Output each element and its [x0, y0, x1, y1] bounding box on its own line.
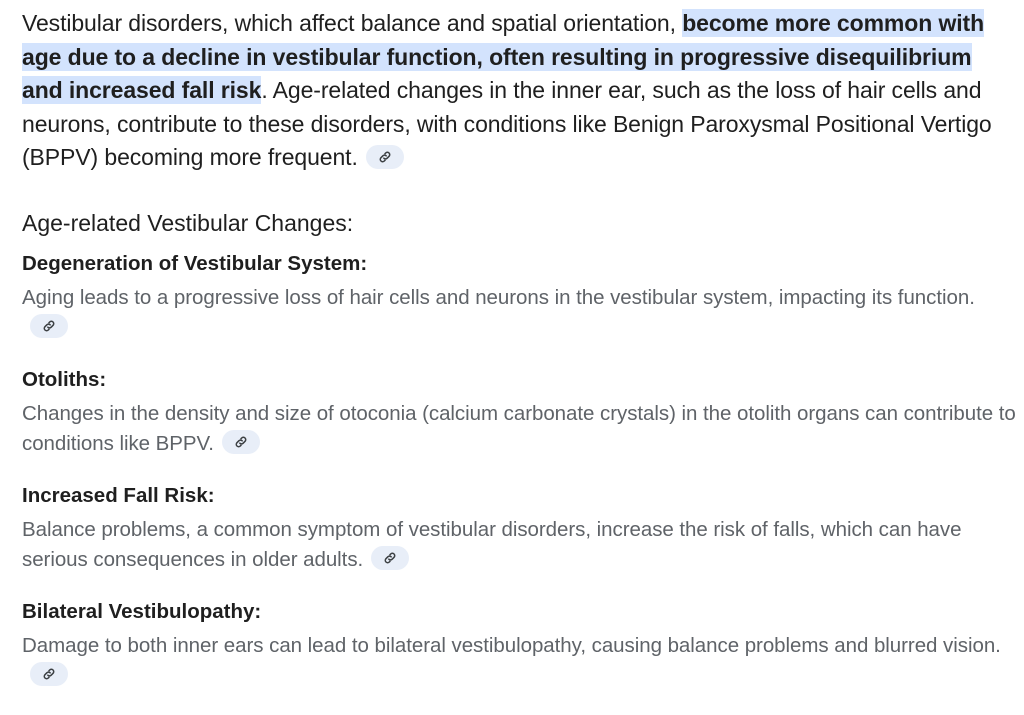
source-link-chip[interactable] [371, 546, 409, 570]
item-body [22, 631, 1016, 691]
list-item [22, 365, 1016, 459]
link-icon [383, 551, 397, 565]
source-link-chip[interactable] [30, 314, 68, 338]
link-icon [42, 667, 56, 681]
link-icon [42, 319, 56, 333]
item-body [22, 399, 1016, 459]
link-icon [234, 435, 248, 449]
list-item [22, 481, 1016, 575]
item-title: Otoliths: [22, 367, 107, 391]
item-body-text: Balance problems, a common symptom of vestibular disorders, increase the risk of falls, which can have serious consequences in older adults. [22, 517, 962, 571]
source-link-chip[interactable] [30, 662, 68, 686]
link-icon [378, 150, 392, 164]
item-title: Degeneration of Vestibular System: [22, 251, 368, 275]
item-body-text: Changes in the density and size of otoconia (calcium carbonate crystals) in the otolith organs can contribute to conditions like BPPV. [22, 401, 1016, 455]
source-link-chip[interactable] [366, 145, 404, 169]
intro-text-start: Vestibular disorders, which affect balance and spatial orientation, [22, 10, 683, 36]
list-item [22, 249, 1016, 343]
section-heading: Age-related Vestibular Changes: [22, 209, 354, 236]
list-item [22, 597, 1016, 691]
item-title: Increased Fall Risk: [22, 483, 215, 507]
response-content [22, 7, 1016, 691]
item-body [22, 515, 1016, 575]
item-body-text: Aging leads to a progressive loss of hair cells and neurons in the vestibular system, impacting its function. [22, 285, 975, 309]
item-body [22, 283, 1016, 343]
intro-paragraph [22, 7, 1016, 175]
intro-text-end: . Age-related changes in the inner ear, such as the loss of hair cells and neurons, contribute to these disorders, with conditions like Benign Paroxysmal Positional Vertigo (BPPV) becoming more frequent. [22, 77, 992, 170]
highlighted-text[interactable]: become more common with age due to a decline in vestibular function, often resulting in progressive disequilibrium and increased fall risk [22, 10, 985, 103]
source-link-chip[interactable] [222, 430, 260, 454]
item-body-text: Damage to both inner ears can lead to bilateral vestibulopathy, causing balance problems and blurred vision. [22, 633, 1001, 657]
item-title: Bilateral Vestibulopathy: [22, 599, 262, 623]
